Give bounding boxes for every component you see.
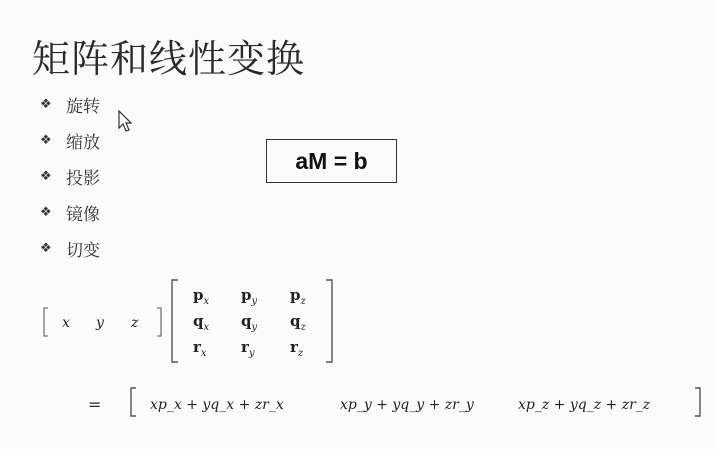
result-col-2: xp_y + yq_y + zr_y xyxy=(340,397,474,413)
m-sub: x xyxy=(203,322,210,333)
row-x: x xyxy=(62,315,70,331)
row-z: z xyxy=(131,315,139,331)
diamond-bullet-icon: ❖ xyxy=(40,240,52,256)
diamond-bullet-icon: ❖ xyxy=(40,96,52,112)
svg-text:qy xyxy=(241,312,258,333)
m-sub: z xyxy=(300,322,306,333)
bullet-text: 旋转 xyxy=(66,96,100,117)
equation-rhs: b xyxy=(353,147,368,174)
equation-equals: = xyxy=(333,147,348,174)
diamond-bullet-icon: ❖ xyxy=(40,132,52,148)
m-sub: z xyxy=(297,348,304,359)
svg-text:qx xyxy=(193,312,210,333)
m-q: q xyxy=(290,312,301,330)
svg-text:ry xyxy=(241,338,255,359)
m-sub: y xyxy=(248,348,255,359)
svg-text:px xyxy=(193,286,210,307)
bullet-text: 缩放 xyxy=(66,132,100,153)
m-q: q xyxy=(241,312,252,330)
slide-title: 矩阵和线性变换 xyxy=(32,37,306,81)
m-p: p xyxy=(290,286,301,304)
result-col-3: xp_z + yq_z + zr_z xyxy=(518,397,651,413)
m-r: r xyxy=(241,338,249,356)
m-sub: y xyxy=(251,296,258,307)
m-p: p xyxy=(241,286,252,304)
bullet-text: 镜像 xyxy=(66,204,100,225)
row-y: y xyxy=(96,315,104,331)
m-r: r xyxy=(290,338,298,356)
m-r: r xyxy=(193,338,201,356)
m-sub: x xyxy=(200,348,207,359)
m-sub: x xyxy=(203,296,210,307)
svg-text:py xyxy=(241,286,258,307)
svg-text:pz xyxy=(290,286,307,307)
svg-text:rz xyxy=(290,338,304,359)
m-sub: z xyxy=(300,296,306,307)
svg-text:rx xyxy=(193,338,207,359)
svg-text:qz xyxy=(290,312,307,333)
result-equals: = xyxy=(88,395,102,414)
bullet-text: 切变 xyxy=(66,240,100,261)
diamond-bullet-icon: ❖ xyxy=(40,204,52,220)
equation-lhs: aM xyxy=(295,147,328,174)
bullet-text: 投影 xyxy=(66,168,100,189)
diamond-bullet-icon: ❖ xyxy=(40,168,52,184)
m-sub: y xyxy=(251,322,258,333)
m-q: q xyxy=(193,312,204,330)
m-p: p xyxy=(193,286,204,304)
result-col-1: xp_x + yq_x + zr_x xyxy=(150,397,284,413)
